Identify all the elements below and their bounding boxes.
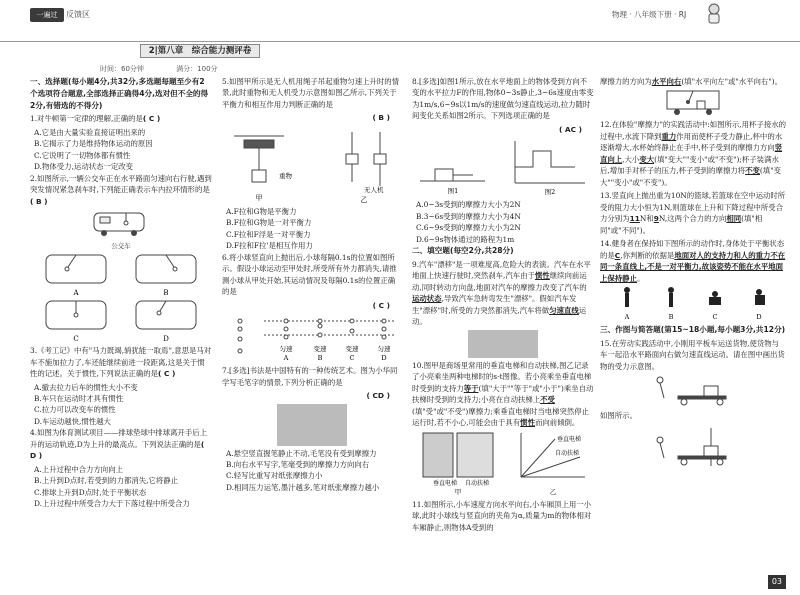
drone-figure [224, 126, 400, 204]
q1-option-a: A.它是由大量实验直接证明出来的 [34, 127, 146, 137]
question-12: 12.在体验"摩擦力"的实践活动中:如图所示,用杯子接水的过程中,水流下降到重力作用而使杯子受力静止,杯中的水逐渐增大,水杯始终静止在手中,杯子受到的摩擦力方向竖直向上,大小变大(填"变大""变小"或"不变");杯子装满水后,增加手对杯子的压力,杯子受到的摩擦力将不变(填"变大""变小"或"不变")。 [600, 120, 786, 187]
q7-answer: ( CD ) [366, 391, 390, 401]
q6-answer: ( C ) [372, 300, 390, 310]
section-2-heading: 二、填空题(每空2分,共28分) [412, 246, 514, 256]
q14-fig-d: D [756, 313, 762, 322]
q6-fig-c-text: 变速 [345, 345, 359, 354]
fitness-poses-figure [605, 286, 781, 322]
question-5: 5.如图甲所示是无人机用绳子吊起重物匀速上升时的情景,此时重物和无人机受力示意图如图乙所示,下列关于平衡力和相互作用力判断正确的是 [222, 77, 400, 109]
q14-fig-b: B [668, 313, 674, 322]
q10-label-yi: 乙 [549, 487, 557, 496]
q6-fig-d: D [381, 354, 387, 363]
q8-fig1-label: 图1 [447, 187, 459, 196]
q15-answer-label: 如图所示。 [600, 411, 637, 421]
question-13: 13.竖直向上抛出重为10N的篮球,若篮球在空中运动时所受的阻力大小恒为1N,则篮球在上升和下降过程中所受合力分别为11N和9N,这两个合力的方向相同(填"相同"或"不同")。 [600, 191, 786, 235]
question-15: 15.在劳动实践活动中,小刚用平板车运送货物,使货物与车一起沿水平路面向右做匀速直线运动。请在图中画出货物的受力示意图。 [600, 338, 785, 371]
q5-label-yi: 乙 [360, 195, 368, 204]
column-3 [412, 76, 594, 535]
q8-option-d: D.6~9s物体通过的路程为1m [416, 234, 515, 244]
q6-fig-b: B [317, 354, 323, 363]
q10-label-elevator: 垂直电梯 [432, 479, 458, 487]
q6-fig-b-text: 变速 [313, 345, 327, 354]
question-10: 10.图甲是商场里常用的垂直电梯和自动扶梯,图乙记录了小亮乘坐两种电梯时的s-t图像。若小亮乘坐垂直电梯时受到的支持力等于(填"大于""等于"或"小于")乘坐自动扶梯时受到的支持力;小亮在自动扶梯上不受(填"受"或"不受")摩擦力;乘垂直电梯时当电梯突然停止运行时,若不小心,可能会由于具有惯性而向前倾倒。 [412, 360, 594, 428]
q8-fig2-label: 图2 [544, 188, 556, 197]
page-number: 03 [768, 575, 786, 589]
elevator-figure [415, 431, 591, 497]
drift-car-photo [468, 330, 538, 358]
q5-answer: ( B ) [372, 113, 390, 123]
mascot-icon [705, 2, 723, 24]
question-2: 2.如图所示,一辆公交车正在水平路面匀速向右行驶,遇到突发情况紧急刹车时,下列能正确表示车内拉环情形的是( B ) [30, 173, 212, 206]
handcart-answer-figure [648, 424, 738, 468]
q5-option-c: C.F拉和F浮是一对平衡力 [226, 229, 311, 239]
column-2 [222, 76, 402, 493]
page-header [0, 0, 800, 42]
q14-fig-c: C [712, 313, 718, 322]
question-11-cont: 摩擦力的方向为水平向右(填"水平向左"或"水平向右")。 [600, 77, 782, 86]
question-6: 6.将小球竖直向上抛出后,小球每隔0.1s的位置如图所示。假设小球运动至甲处时,所受所有外力都消失,请推测小球从甲处开始,其运动情况及每隔0.1s的位置正确的是 [222, 252, 397, 297]
bus-caption: 公交车 [111, 242, 131, 251]
q1-option-d: D.物体受力,运动状态一定改变 [34, 162, 134, 172]
subject-label: 物理 · 八年级下册 · RJ [612, 10, 687, 19]
cart-figure [663, 89, 723, 117]
question-14: 14.健身者在保持如下图所示的动作时,身体处于平衡状态的是C,你判断的依据是地面对人的支持力和人的重力不在同一条直线上,不是一对平衡力,故该姿势不能在水平地面上保持静止。 [600, 239, 786, 283]
q4-option-d: D.上升过程中所受合力大于下落过程中所受合力 [34, 499, 190, 509]
column-4 [600, 76, 786, 470]
question-3: 3.《考工记》中有"马力既竭,辀犹能一取焉",意思是马对车不施加拉力了,车还能继续前进一段距离,这是关于惯性的记述。关于惯性,下列说法正确的是( C ) [30, 346, 212, 379]
q7-option-d: D.相同压力运笔,墨汁越多,笔对纸张摩擦力越小 [226, 482, 380, 492]
question-4: 4.如图为体育测试项目——排球垫球中排球离开手后上升的运动轨迹,D为上升的最高点。下列说法正确的是( D ) [30, 428, 208, 461]
q4-option-a: A.上升过程中合力方向向上 [34, 464, 123, 474]
handcart-figure [648, 374, 738, 408]
q5-option-a: A.F拉和G物是平衡力 [226, 206, 297, 216]
question-9: 9.汽车"漂移"是一项难度高,危险大的表演。汽车在水平地面上快速行驶时,突然刹车,汽车由于惯性继续向前运动,同时转动方向盘,地面对汽车的摩擦力改变了汽车的运动状态,导致汽车急转弯发生"漂移"。假如汽车发生"漂移"时,所受的力突然都消失,汽车将做匀速直线运动。 [412, 259, 591, 327]
q8-answer: ( AC ) [558, 124, 582, 134]
q14-fig-a: A [624, 313, 630, 322]
q6-fig-d-text: 匀速 [377, 345, 391, 354]
q5-label-drone: 无人机 [364, 185, 384, 194]
q4-option-b: B.上升到D点时,若受到的力都消失,它将静止 [34, 476, 179, 486]
q1-option-b: B.它揭示了力是维持物体运动的原因 [34, 139, 153, 149]
q10-label-jia: 甲 [454, 487, 462, 496]
force-time-figure [415, 137, 591, 197]
score-label: 满分：100分 [176, 65, 218, 73]
q2-fig-c: C [73, 335, 79, 344]
question-11: 11.如图所示,小车速度方向水平向右,小车厢顶上用一小球,此时小球线与竖直向的夹角为α,质量为m的物体相对车厢静止,则物体A受到的 [412, 499, 592, 532]
question-8: 8.[多选]如图1所示,放在水平地面上的物体受到方向不变的水平拉力F的作用,物体0~3s静止,3~6s速度由零变为1m/s,6~9s以1m/s的速度做匀速直线运动,拉力随时间变化关系如图2所示。下列选项正确的是 [412, 77, 594, 121]
section-3-heading: 三、作图与简答题(第15~18小题,每小题3分,共12分) [600, 325, 786, 335]
column-1 [30, 76, 212, 510]
q5-label-jia: 甲 [255, 193, 263, 202]
q3-option-b: B.车只在运动时才具有惯性 [34, 393, 124, 403]
calligraphy-photo [277, 404, 347, 446]
ball-trajectory-figure [224, 313, 400, 363]
q7-option-b: B.向右水平写字,笔毫受到的摩擦力方向向右 [226, 459, 370, 469]
feedback-area-label: 反馈区 [66, 10, 90, 19]
q7-option-a: A.悬空竖直握笔静止不动,毛笔没有受到摩擦力 [226, 448, 377, 458]
q2-fig-a: A [73, 289, 79, 298]
q10-label-escalator: 自动扶梯 [464, 479, 490, 487]
q2-fig-d: D [163, 335, 169, 344]
q3-option-d: D.车运动越快,惯性越大 [34, 416, 111, 426]
q5-option-b: B.F拉和G物是一对平衡力 [226, 218, 312, 228]
q1-option-c: C.它说明了一切物体都有惯性 [34, 150, 131, 160]
question-1: 1.对牛顿第一定律的理解,正确的是( C ) [30, 114, 161, 124]
question-7: 7.[多选]书法是中国特有的一种传统艺术。图为小华同学写毛笔字的情景,下列分析正确的是 [222, 366, 398, 387]
q10-graph-elevator: 垂直电梯 [557, 435, 582, 443]
q2-options-figure [36, 253, 206, 343]
q5-label-cargo: 重物 [279, 171, 292, 180]
q5-option-d: D.F拉和F拉'是相互作用力 [226, 241, 313, 251]
section-1-heading: 一、选择题(每小题4分,共32分,多选题每题至少有2个选项符合题意,全部选择正确得4分,选对但不全的得2分,有错选的不得分) [30, 77, 209, 110]
page-title: 2|第八章 综合能力测评卷 [140, 44, 260, 58]
q4-option-c: C.排球上升到D点时,处于平衡状态 [34, 487, 147, 497]
q8-option-c: C.6~9s受到的摩擦力大小为2N [416, 223, 521, 233]
q3-option-a: A.撤去拉力后车的惯性大小不变 [34, 382, 138, 392]
time-label: 时间：60分钟 [100, 65, 144, 73]
q6-fig-a: A [283, 354, 289, 363]
exam-meta [100, 64, 300, 75]
q3-option-c: C.拉力可以改变车的惯性 [34, 405, 116, 415]
q2-fig-b: B [163, 289, 169, 298]
bus-figure [86, 209, 156, 239]
q6-fig-a-text: 匀速 [279, 345, 293, 354]
q8-option-b: B.3~6s受到的摩擦力大小为4N [416, 211, 521, 221]
q8-option-a: A.0~3s受到的摩擦力大小为2N [416, 200, 521, 210]
brand-badge: 一遍过 [30, 8, 64, 22]
q7-option-c: C.轻写比重写对纸张摩擦力小 [226, 471, 323, 481]
q10-graph-escalator: 自动扶梯 [555, 449, 580, 457]
q6-fig-c: C [349, 354, 355, 363]
